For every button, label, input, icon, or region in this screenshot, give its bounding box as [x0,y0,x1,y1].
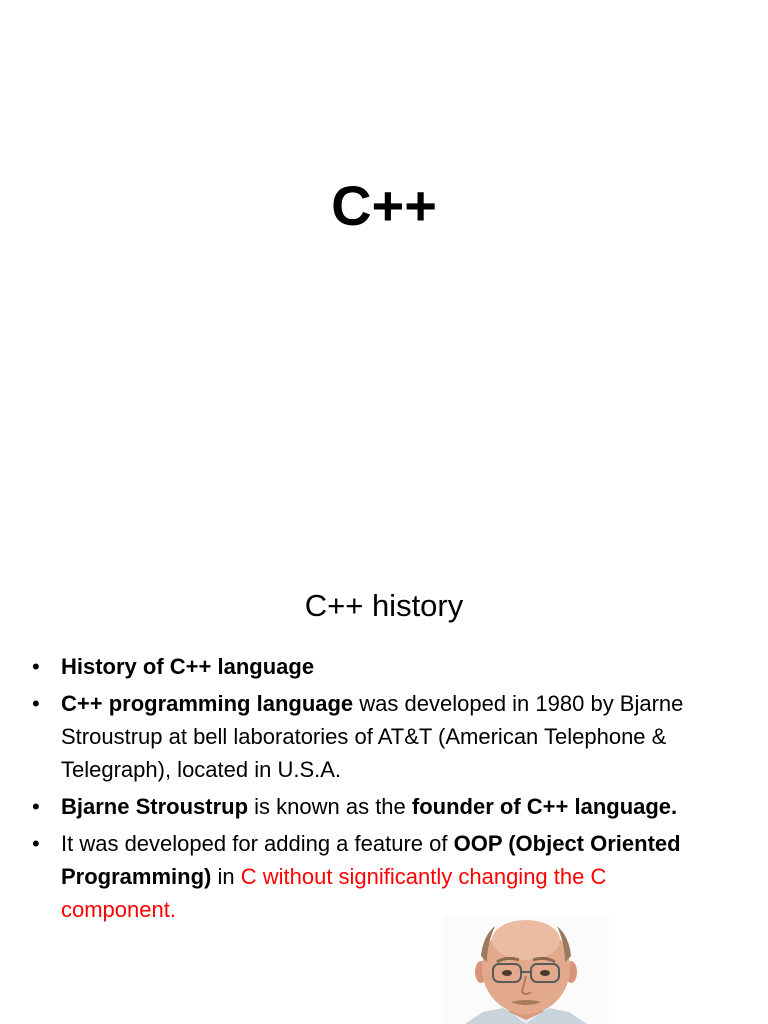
bullet-icon: • [32,691,40,716]
bullet-text: was developed in 1980 by Bjarne Stroustrup at bell laboratories of AT&T (American Telephone & Telegraph), located in U.S.A. [61,691,684,782]
bullet-bold-text: History of C++ language [61,654,315,679]
list-item [30,790,720,823]
section-heading: C++ history [304,588,464,623]
portrait-photo [443,916,609,1024]
portrait-photo-icon [443,916,609,1024]
history-bullet-list [30,650,720,930]
bullet-icon: • [32,794,40,819]
bullet-bold-text: OOP (Object Oriented Programming) [61,831,681,889]
bullet-text: It was developed for adding a feature of [61,831,454,856]
slide-title: C++ [331,174,437,237]
bullet-bold-text: Bjarne Stroustrup [61,794,249,819]
bullet-icon: • [32,831,40,856]
bullet-bold-text: founder of C++ language. [411,794,678,819]
bullet-bold-text: C++ programming language [61,691,354,716]
list-item [30,650,720,683]
list-item [30,827,720,926]
bullet-highlight-text: C without significantly changing the C component. [61,864,607,922]
bullet-icon: • [32,654,40,679]
bullet-text: is known as the [248,794,412,819]
list-item [30,687,720,786]
bullet-text: in [211,864,241,889]
